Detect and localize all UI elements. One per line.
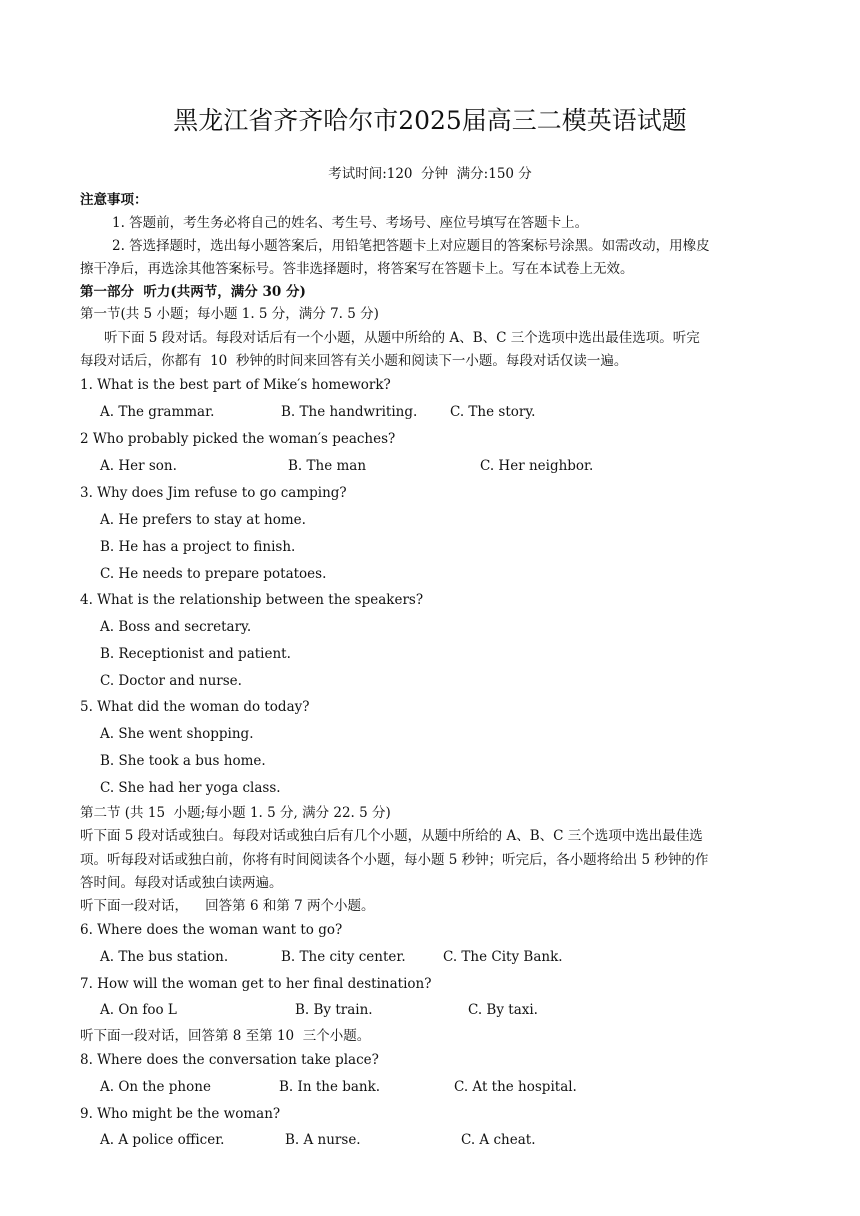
section2-heading: 第二节 (共 15 小题;每小题 1. 5 分, 满分 22. 5 分) bbox=[80, 805, 391, 821]
option-a: A. Boss and secretary. bbox=[100, 619, 252, 635]
page-title: 黑龙江省齐齐哈尔市2025届高三二模英语试题 bbox=[173, 106, 687, 135]
option-a: A. He prefers to stay at home. bbox=[100, 512, 306, 528]
option-c: C. By taxi. bbox=[468, 1002, 538, 1018]
group-intro: 听下面一段对话， 回答第 6 和第 7 两个小题。 bbox=[80, 898, 375, 914]
option-b: B. The city center. bbox=[281, 949, 406, 965]
section1-instructions: 听下面 5 段对话。每段对话后有一个小题，从题中所给的 A、B、C 三个选项中选出最佳选项。听完 bbox=[104, 330, 700, 346]
notice-item: 2. 答选择题时，选出每小题答案后，用铅笔把答题卡上对应题目的答案标号涂黑。如需改动，用橡皮 bbox=[112, 238, 710, 254]
group-intro: 听下面一段对话，回答第 8 至第 10 三个小题。 bbox=[80, 1028, 371, 1044]
option-b: B. A nurse. bbox=[285, 1132, 361, 1148]
question-stem: 2 Who probably picked the woman′s peaches? bbox=[80, 431, 396, 447]
option-c: C. She had her yoga class. bbox=[100, 780, 281, 796]
option-c: C. The City Bank. bbox=[443, 949, 563, 965]
notice-heading: 注意事项： bbox=[80, 192, 148, 208]
option-a: A. The grammar. bbox=[100, 404, 215, 420]
notice-item: 擦干净后，再选涂其他答案标号。答非选择题时，将答案写在答题卡上。写在本试卷上无效。 bbox=[80, 261, 634, 277]
question-stem: 5. What did the woman do today? bbox=[80, 699, 310, 715]
option-a: A. On foo L bbox=[100, 1002, 177, 1018]
section1-instructions: 每段对话后，你都有 10 秒钟的时间来回答有关小题和阅读下一小题。每段对话仅读一遍。 bbox=[80, 353, 628, 369]
option-c: C. He needs to prepare potatoes. bbox=[100, 566, 327, 582]
question-stem: 4. What is the relationship between the speakers? bbox=[80, 592, 424, 608]
exam-info: 考试时间:120 分钟 满分:150 分 bbox=[328, 166, 532, 182]
option-a: A. The bus station. bbox=[100, 949, 229, 965]
option-a: A. She went shopping. bbox=[100, 726, 254, 742]
section2-instructions: 听下面 5 段对话或独白。每段对话或独白后有几个小题，从题中所给的 A、B、C 三个选项中选出最佳选 bbox=[80, 828, 703, 844]
option-b: B. The handwriting. bbox=[281, 404, 418, 420]
question-stem: 7. How will the woman get to her final destination? bbox=[80, 976, 432, 992]
option-c: C. At the hospital. bbox=[454, 1079, 577, 1095]
section1-heading: 第一节(共 5 小题；每小题 1. 5 分，满分 7. 5 分) bbox=[80, 306, 379, 322]
option-a: A. On the phone bbox=[100, 1079, 211, 1095]
option-c: C. The story. bbox=[450, 404, 536, 420]
option-b: B. He has a project to finish. bbox=[100, 539, 296, 555]
option-c: C. Her neighbor. bbox=[480, 458, 594, 474]
question-stem: 6. Where does the woman want to go? bbox=[80, 922, 343, 938]
option-a: A. A police officer. bbox=[100, 1132, 225, 1148]
option-b: B. By train. bbox=[295, 1002, 373, 1018]
option-b: B. Receptionist and patient. bbox=[100, 646, 291, 662]
section2-instructions: 答时间。每段对话或独白读两遍。 bbox=[80, 875, 283, 891]
option-c: C. Doctor and nurse. bbox=[100, 673, 242, 689]
part1-heading: 第一部分 听力(共两节，满分 30 分) bbox=[80, 284, 306, 300]
option-a: A. Her son. bbox=[100, 458, 177, 474]
question-stem: 8. Where does the conversation take place? bbox=[80, 1052, 379, 1068]
notice-item: 1. 答题前，考生务必将自己的姓名、考生号、考场号、座位号填写在答题卡上。 bbox=[112, 215, 589, 231]
option-b: B. The man bbox=[288, 458, 367, 474]
option-b: B. She took a bus home. bbox=[100, 753, 266, 769]
question-stem: 9. Who might be the woman? bbox=[80, 1106, 281, 1122]
question-stem: 3. Why does Jim refuse to go camping? bbox=[80, 485, 347, 501]
question-stem: 1. What is the best part of Mike′s homework? bbox=[80, 377, 391, 393]
option-c: C. A cheat. bbox=[461, 1132, 536, 1148]
option-b: B. In the bank. bbox=[279, 1079, 381, 1095]
section2-instructions: 项。听每段对话或独白前，你将有时间阅读各个小题，每小题 5 秒钟；听完后，各小题将给出 5 秒钟的作 bbox=[80, 852, 709, 868]
